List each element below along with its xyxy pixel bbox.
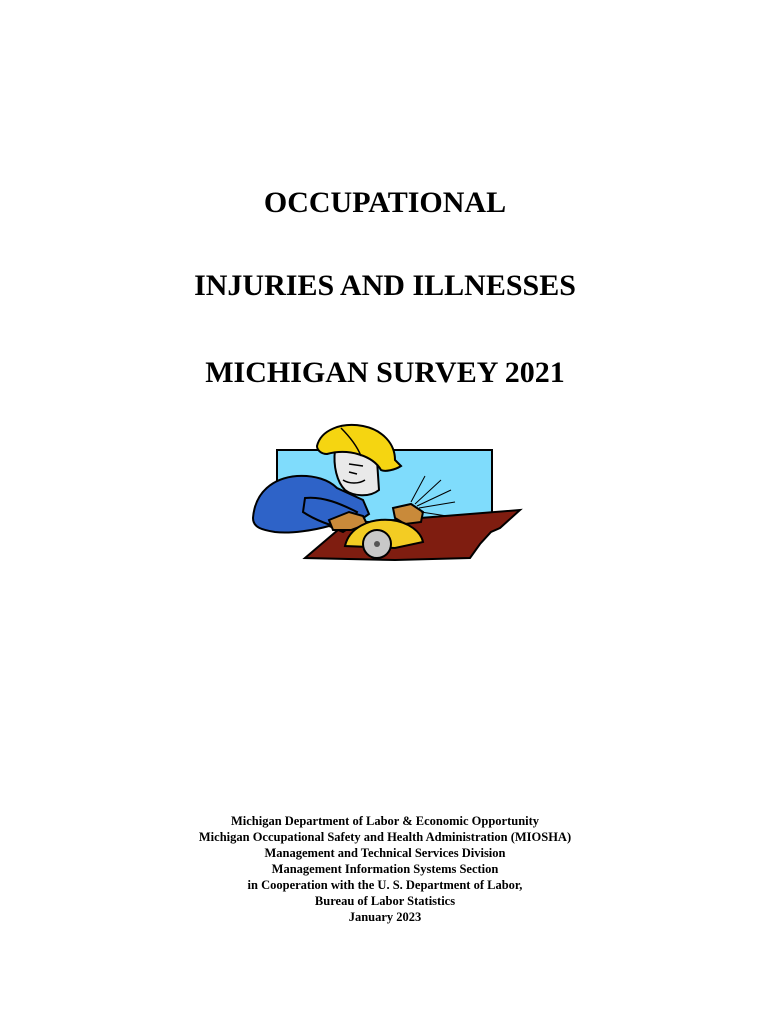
footer-line-6: Bureau of Labor Statistics bbox=[314, 894, 456, 908]
title-line-1: OCCUPATIONAL bbox=[263, 186, 507, 219]
footer-line-3: Management and Technical Services Division bbox=[264, 846, 506, 860]
footer-line-4: Management Information Systems Section bbox=[271, 862, 499, 876]
title-line-3: MICHIGAN SURVEY 2021 bbox=[205, 356, 565, 389]
title-line-2: INJURIES AND ILLNESSES bbox=[194, 269, 576, 302]
footer-line-7: January 2023 bbox=[348, 910, 422, 924]
publisher-block bbox=[0, 813, 770, 925]
footer-line-5: in Cooperation with the U. S. Department of Labor, bbox=[247, 878, 523, 892]
footer-line-1: Michigan Department of Labor & Economic Opportunity bbox=[230, 814, 540, 828]
footer-line-2: Michigan Occupational Safety and Health Administration (MIOSHA) bbox=[198, 830, 572, 844]
worker-with-circular-saw-illustration bbox=[245, 420, 525, 570]
